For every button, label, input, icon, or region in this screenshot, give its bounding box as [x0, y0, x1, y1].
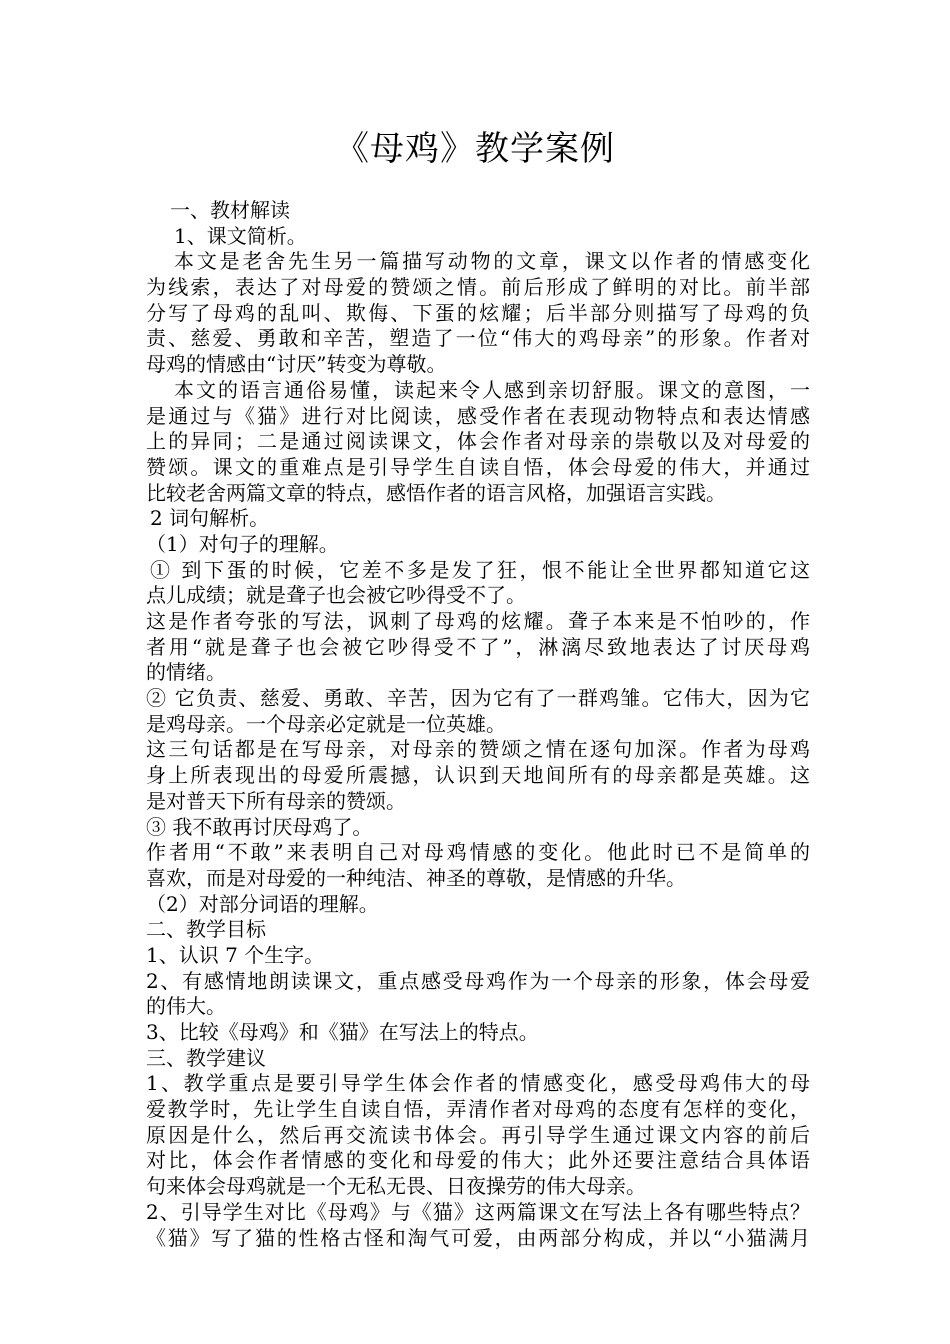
text-line: 1、认识 7 个生字。: [146, 942, 325, 967]
text-line: 2、有感情地朗读课文，重点感受母鸡作为一个母亲的形象，体会母爱: [146, 968, 810, 993]
text-line: 这三句话都是在写母亲，对母亲的赞颂之情在逐句加深。作者为母鸡: [146, 737, 810, 762]
text-line: 是对普天下所有母亲的赞颂。: [146, 788, 406, 813]
text-line: 二、教学目标: [146, 917, 266, 942]
document-title: 《母鸡》教学案例: [335, 129, 615, 169]
text-line: 上的异同；二是通过阅读课文，体会作者对母亲的崇敬以及对母爱的: [146, 429, 810, 454]
text-line: 比较老舍两篇文章的特点，感悟作者的语言风格，加强语言实践。: [146, 480, 726, 505]
text-line: 对比，体会作者情感的变化和母爱的伟大；此外还要注意结合具体语: [146, 1148, 810, 1173]
text-line: 一、教材解读: [170, 198, 290, 222]
text-line: 1、课文简析。: [174, 223, 307, 248]
text-line: 者用“就是聋子也会被它吵得受不了”，淋漓尽致地表达了讨厌母鸡: [146, 634, 810, 659]
text-line: 责、慈爱、勇敢和辛苦，塑造了一位“伟大的鸡母亲”的形象。作者对: [146, 326, 810, 351]
text-line: 为线索，表达了对母爱的赞颂之情。前后形成了鲜明的对比。前半部: [146, 275, 810, 300]
text-line: 爱教学时，先让学生自读自悟，弄清作者对母鸡的态度有怎样的变化，: [146, 1097, 810, 1122]
text-line: 《猫》写了猫的性格古怪和淘气可爱，由两部分构成，并以“小猫满月: [146, 1225, 810, 1250]
text-line: 3、比较《母鸡》和《猫》在写法上的特点。: [146, 1020, 539, 1044]
text-line: （2）对部分词语的理解。: [146, 891, 379, 916]
text-line: 的伟大。: [146, 994, 226, 1019]
text-line: 2 词句解析。: [150, 506, 270, 531]
document-body: [146, 198, 810, 1251]
text-line: ① 到下蛋的时候，它差不多是发了狂，恨不能让全世界都知道它这: [150, 557, 810, 582]
text-line: 点儿成绩；就是聋子也会被它吵得受不了。: [146, 583, 526, 608]
text-line: 三、教学建议: [146, 1045, 266, 1070]
text-line: 本文的语言通俗易懂，读起来令人感到亲切舒服。课文的意图，一: [174, 377, 810, 402]
text-line: 1、教学重点是要引导学生体会作者的情感变化，感受母鸡伟大的母: [146, 1071, 810, 1096]
text-line: 是鸡母亲。一个母亲必定就是一位英雄。: [146, 711, 506, 736]
text-line: 喜欢，而是对母爱的一种纯洁、神圣的尊敬，是情感的升华。: [146, 865, 686, 890]
text-line: 身上所表现出的母爱所震撼，认识到天地间所有的母亲都是英雄。这: [146, 763, 810, 788]
text-line: ③ 我不敢再讨厌母鸡了。: [146, 814, 373, 839]
text-line: ② 它负责、慈爱、勇敢、辛苦，因为它有了一群鸡雏。它伟大，因为它: [146, 686, 810, 711]
text-line: 的情绪。: [146, 660, 226, 685]
text-line: 句来体会母鸡就是一个无私无畏、日夜操劳的伟大母亲。: [146, 1174, 646, 1199]
text-line: 作者用“不敢”来表明自己对母鸡情感的变化。他此时已不是简单的: [146, 840, 810, 865]
text-line: 分写了母鸡的乱叫、欺侮、下蛋的炫耀；后半部分则描写了母鸡的负: [146, 300, 810, 325]
text-line: 赞颂。课文的重难点是引导学生自读自悟，体会母爱的伟大，并通过: [146, 454, 810, 479]
text-line: （1）对句子的理解。: [146, 531, 339, 556]
text-line: 本文是老舍先生另一篇描写动物的文章，课文以作者的情感变化: [174, 249, 810, 274]
text-line: 母鸡的情感由“讨厌”转变为尊敬。: [146, 352, 447, 377]
text-line: 原因是什么，然后再交流读书体会。再引导学生通过课文内容的前后: [146, 1122, 810, 1147]
text-line: 这是作者夸张的写法，讽刺了母鸡的炫耀。聋子本来是不怕吵的，作: [146, 609, 810, 633]
text-line: 2、引导学生对比《母鸡》与《猫》这两篇课文在写法上各有哪些特点？: [146, 1199, 810, 1224]
text-line: 是通过与《猫》进行对比阅读，感受作者在表现动物特点和表达情感: [146, 403, 810, 428]
